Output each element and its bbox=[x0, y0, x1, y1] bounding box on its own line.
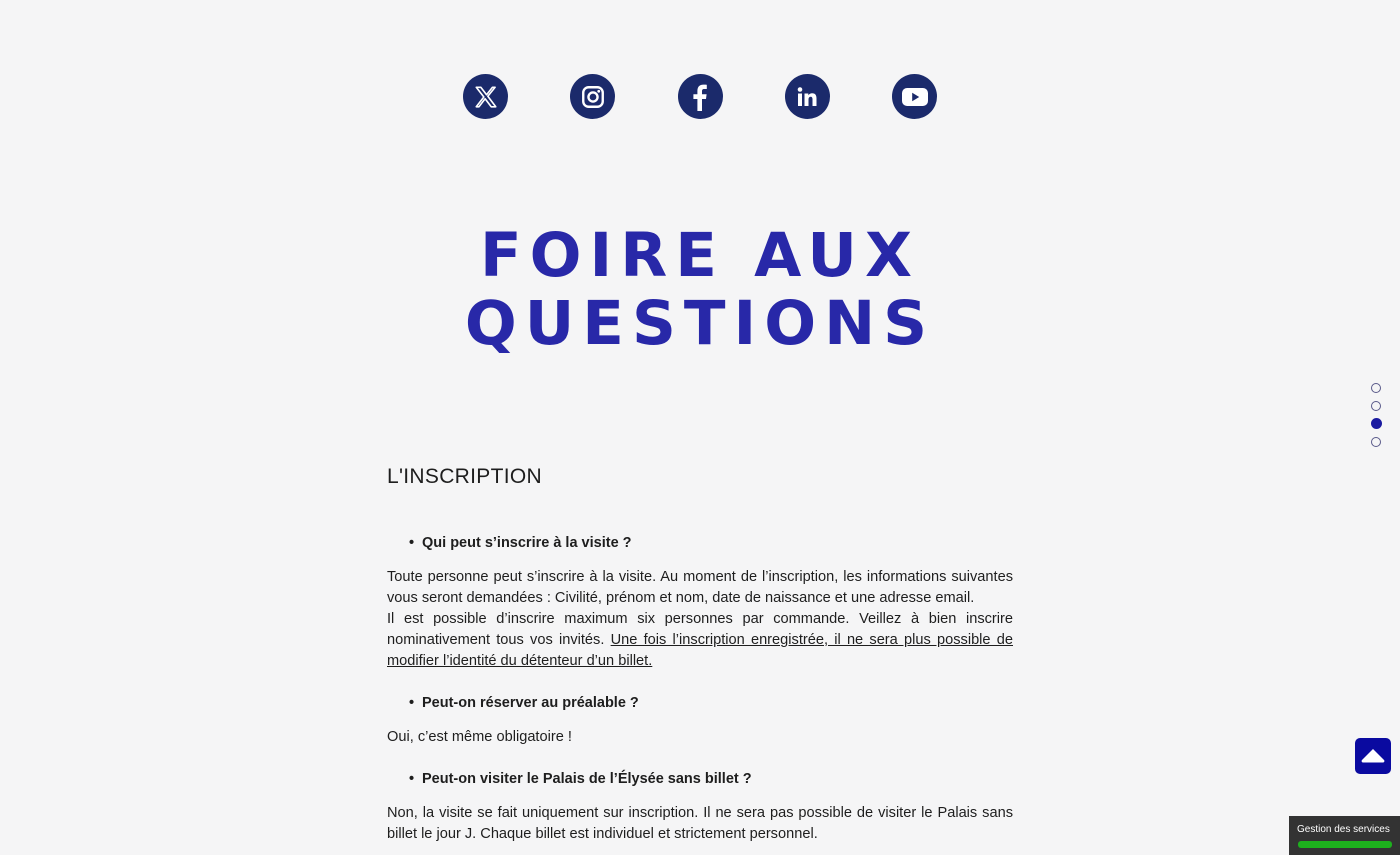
cookie-status-bar bbox=[1298, 841, 1392, 848]
facebook-icon bbox=[688, 83, 712, 111]
faq-question-3: • Peut-on visiter le Palais de l’Élysée sans billet ? bbox=[387, 769, 1013, 789]
section-nav-dot-3-active[interactable] bbox=[1371, 418, 1382, 429]
faq-content bbox=[387, 462, 1013, 845]
youtube-icon bbox=[901, 86, 929, 108]
scroll-to-top-button[interactable] bbox=[1355, 738, 1391, 774]
section-title: L'INSCRIPTION bbox=[387, 465, 542, 488]
faq-answer-1 bbox=[387, 567, 1013, 672]
faq-answer-1-underlined-text: Une fois l’inscription enregistrée, il ne sera plus possible de modifier l’identité du détenteur d’un billet. bbox=[387, 632, 1013, 669]
section-nav-dot-1[interactable] bbox=[1371, 383, 1381, 393]
section-nav-dot-4[interactable] bbox=[1371, 437, 1381, 447]
faq-answer-1-paragraph-1: Toute personne peut s’inscrire à la visite. Au moment de l’inscription, les informations suivantes vous seront demandées : Civilité, prénom et nom, date de naissance et une adresse email. bbox=[387, 569, 1013, 606]
x-link[interactable] bbox=[463, 74, 508, 119]
faq-answer-1-paragraph-2 bbox=[387, 609, 1013, 672]
faq-answer-1-text: Il est possible d’inscrire maximum six personnes par commande. Veillez à bien inscrire nominativement tous vos invités. bbox=[387, 611, 1013, 648]
facebook-link[interactable] bbox=[678, 74, 723, 119]
cookie-management-button[interactable] bbox=[1289, 816, 1400, 855]
faq-question-1: • Qui peut s’inscrire à la visite ? bbox=[387, 533, 1013, 553]
faq-answer-3: Non, la visite se fait uniquement sur inscription. Il ne sera pas possible de visiter le Palais sans billet le jour J. Chaque billet est individuel et strictement personnel. bbox=[387, 805, 1013, 842]
cookie-management-label: Gestion des services bbox=[1297, 824, 1390, 835]
instagram-link[interactable] bbox=[570, 74, 615, 119]
x-icon bbox=[473, 84, 499, 110]
page-title-line-2: QUESTIONS bbox=[464, 288, 936, 359]
social-links bbox=[463, 74, 937, 119]
linkedin-icon bbox=[795, 85, 819, 109]
page-title bbox=[0, 222, 1400, 358]
linkedin-link[interactable] bbox=[785, 74, 830, 119]
youtube-link[interactable] bbox=[892, 74, 937, 119]
page-title-line-1: FOIRE AUX bbox=[480, 220, 920, 291]
chevron-up-icon bbox=[1360, 747, 1386, 765]
section-navigation bbox=[1371, 383, 1382, 454]
section-nav-dot-2[interactable] bbox=[1371, 401, 1381, 411]
instagram-icon bbox=[580, 84, 606, 110]
faq-answer-2: Oui, c’est même obligatoire ! bbox=[387, 729, 572, 745]
faq-question-2: • Peut-on réserver au préalable ? bbox=[387, 693, 1013, 713]
